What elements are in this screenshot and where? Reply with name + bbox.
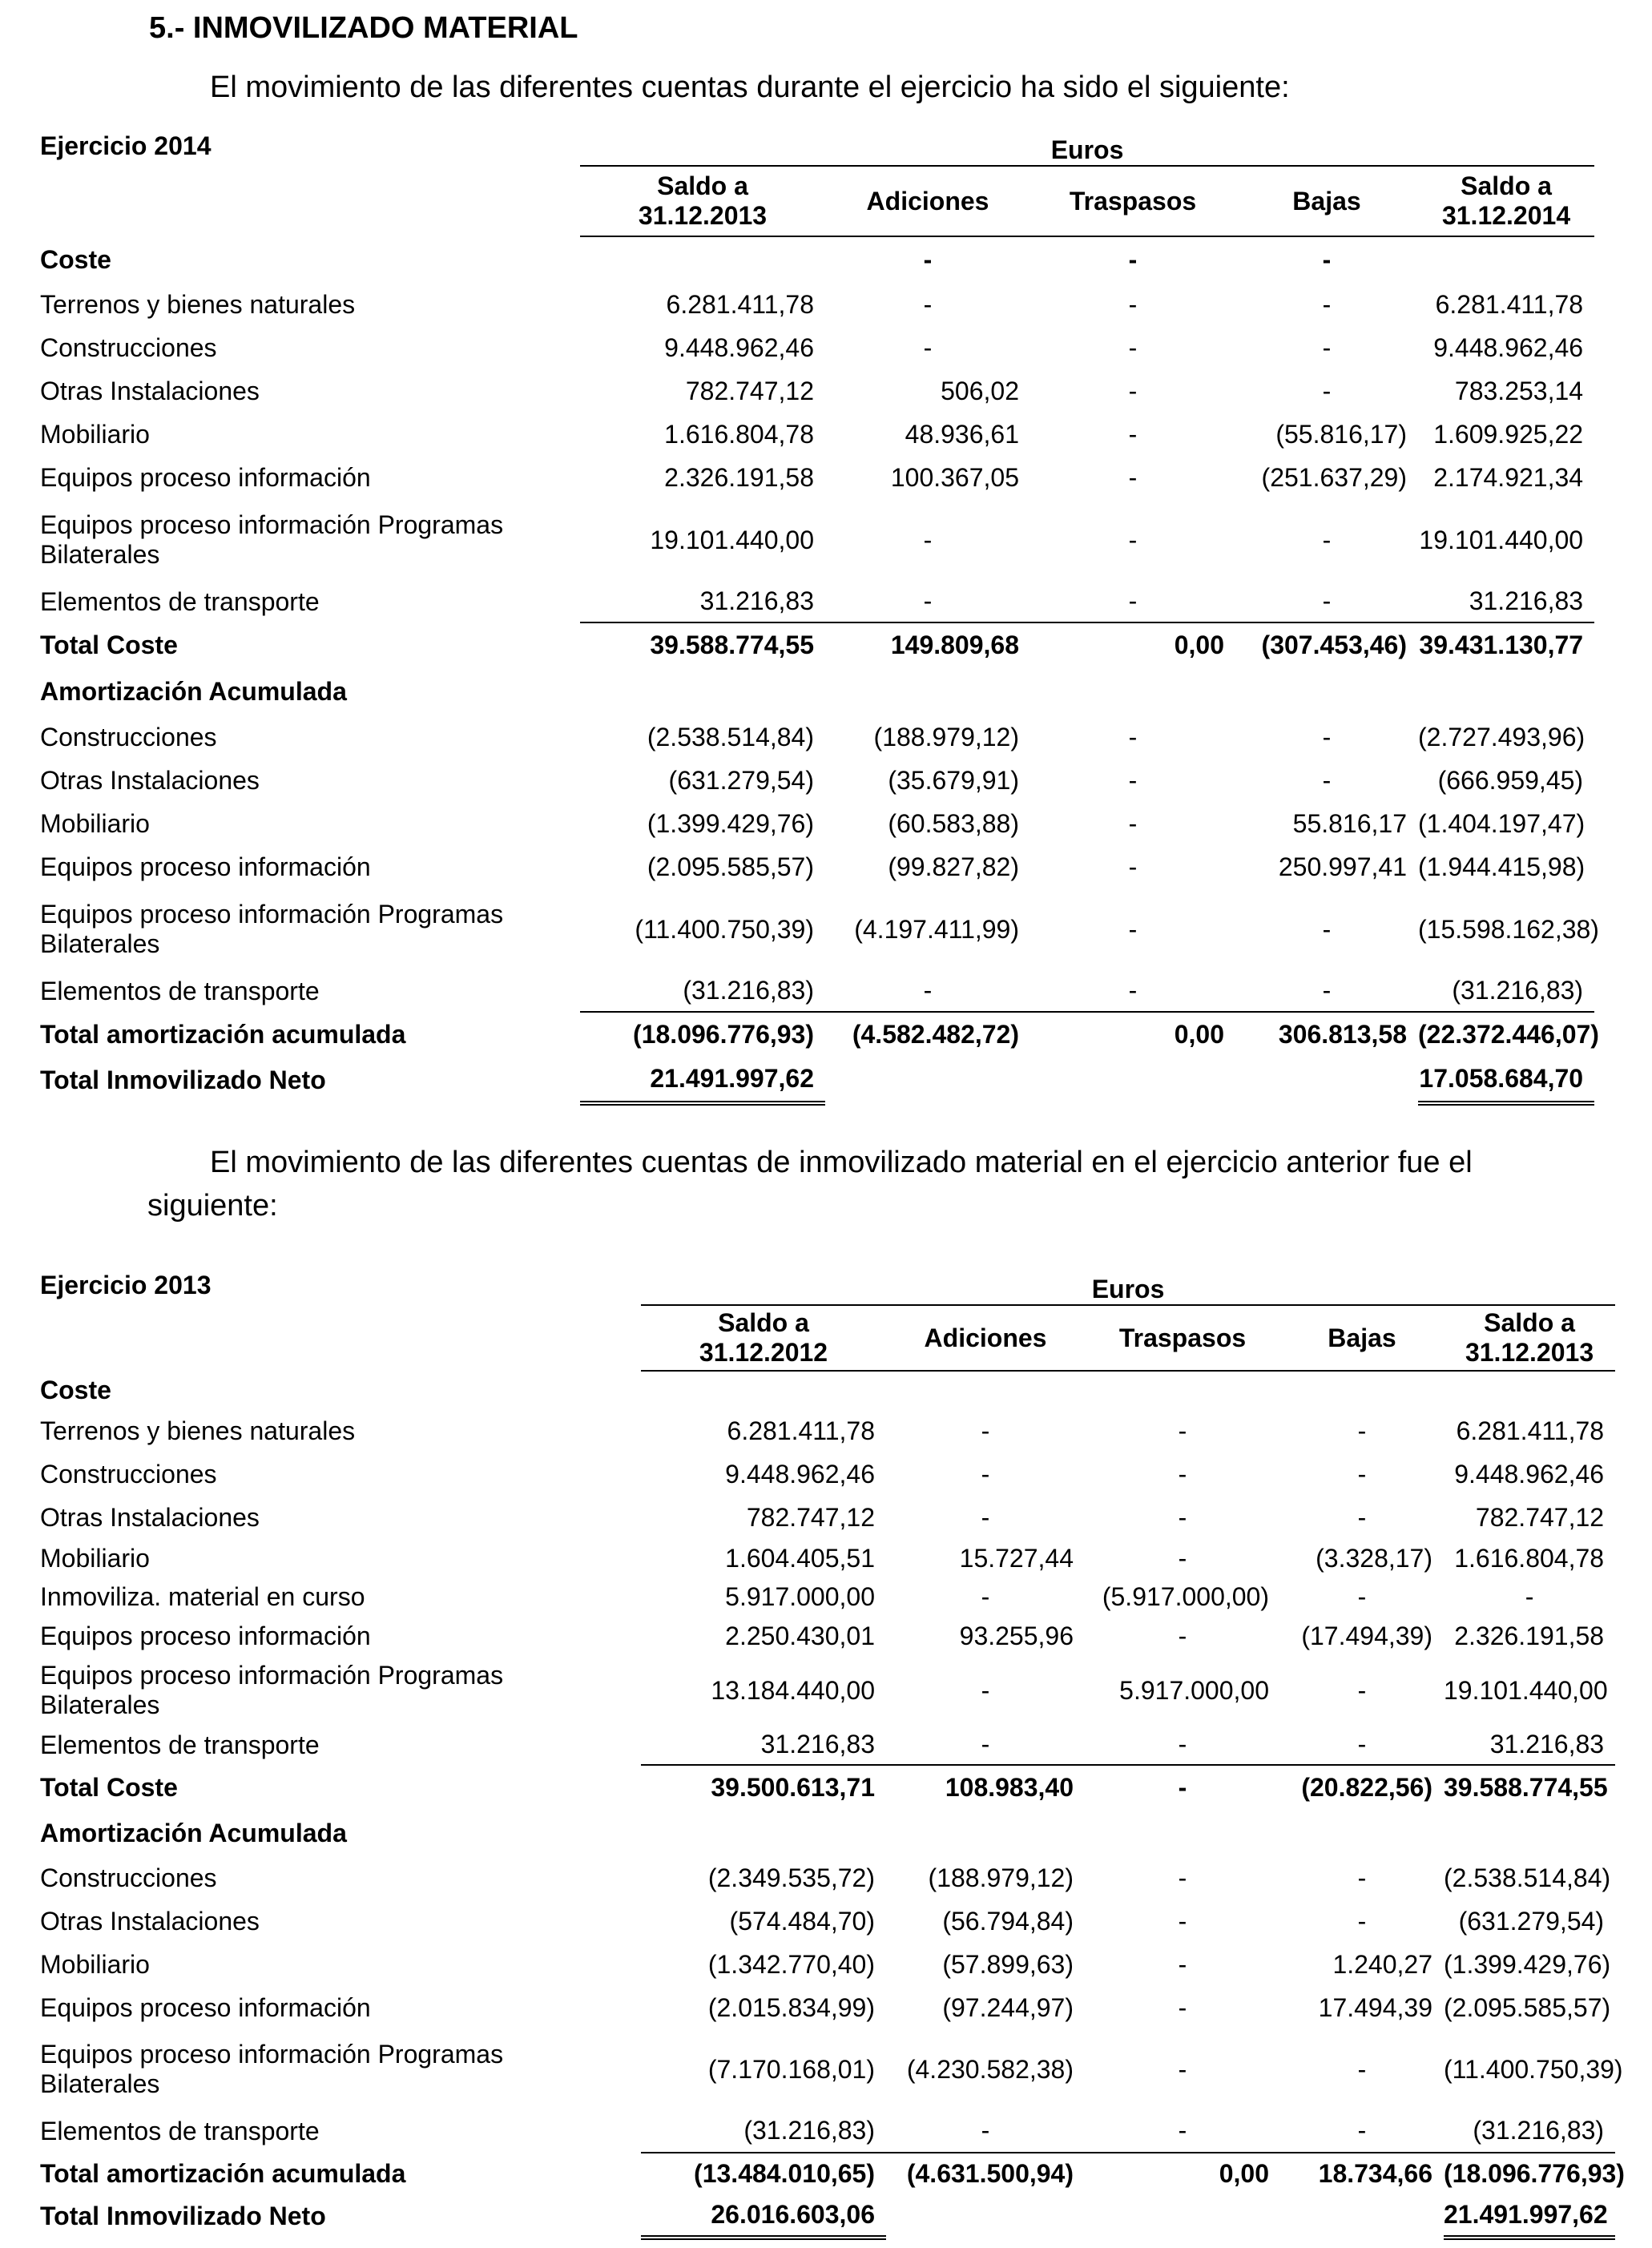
table-cell: - [1178, 2116, 1187, 2145]
table-row [40, 1057, 1594, 1103]
table-cell: - [1178, 1459, 1187, 1489]
table-cell: (4.582.482,72) [825, 1012, 1030, 1057]
row-label: Inmoviliza. material en curso [40, 1581, 365, 1611]
table-cell: (13.484.010,65) [641, 2153, 886, 2194]
table-cell [1418, 667, 1594, 715]
table-cell: 0,00 [1085, 2153, 1280, 2194]
table-cell: - [1128, 376, 1138, 405]
table-cell: - [1525, 1581, 1534, 1611]
table-cell: (99.827,82) [888, 852, 1019, 881]
table-cell [1418, 236, 1594, 283]
table-cell: - [1178, 1621, 1187, 1650]
table-cell [641, 1371, 886, 1409]
table-cell: (2.015.834,99) [707, 1992, 875, 2022]
col-header: Traspasos [1085, 1305, 1280, 1371]
table-cell: - [1357, 1581, 1367, 1611]
table-row [40, 1943, 1615, 1986]
table-cell: 93.255,96 [959, 1621, 1074, 1650]
table-cell: - [923, 976, 933, 1005]
table-row [40, 2029, 1615, 2109]
table-row [40, 1765, 1615, 1810]
row-label: Otras Instalaciones [40, 376, 260, 405]
table-cell: 1.240,27 [1332, 1949, 1432, 1979]
table-cell: (1.944.415,98) [1418, 852, 1586, 881]
table-cell [825, 1057, 1030, 1103]
table-cell [580, 667, 825, 715]
table-cell: - [1128, 462, 1138, 492]
table-cell: 21.491.997,62 [580, 1057, 825, 1103]
table-row [40, 1986, 1615, 2029]
table-cell: (1.404.197,47) [1418, 808, 1586, 838]
col-header: Saldo a 31.12.2013 [580, 166, 825, 236]
table-cell: 19.101.440,00 [650, 525, 814, 554]
table-cell: (188.979,12) [873, 722, 1019, 751]
table-cell: (22.372.446,07) [1418, 1012, 1594, 1057]
table-cell: (3.328,17) [1316, 1543, 1432, 1573]
table-cell: 783.253,14 [1454, 376, 1584, 405]
table-cell: 39.588.774,55 [580, 622, 825, 667]
table-row [40, 667, 1594, 715]
table-cell: - [1128, 245, 1138, 274]
row-label: Otras Instalaciones [40, 1502, 260, 1532]
table-row [40, 2153, 1615, 2194]
table-cell: (2.538.514,84) [647, 722, 814, 751]
table-cell: (4.197.411,99) [854, 914, 1019, 944]
table-cell: 782.747,12 [1475, 1502, 1605, 1532]
table-cell: (188.979,12) [928, 1863, 1074, 1892]
col-header: Bajas [1235, 166, 1418, 236]
row-label: Equipos proceso información Programas Bilaterales [40, 1661, 504, 1719]
table-cell: 5.917.000,00 [725, 1581, 875, 1611]
table-cell: - [923, 525, 933, 554]
table-row [40, 888, 1594, 970]
table-cell: - [981, 1502, 990, 1532]
table-cell: (307.453,46) [1235, 622, 1418, 667]
row-label: Coste [40, 1375, 111, 1404]
row-label: Otras Instalaciones [40, 1906, 260, 1936]
table-cell [1280, 1810, 1444, 1856]
table-row [40, 581, 1594, 622]
row-label: Construcciones [40, 1459, 217, 1489]
table-cell: 306.813,58 [1235, 1012, 1418, 1057]
euros-label: Euros [580, 133, 1594, 166]
table-cell: (18.096.776,93) [580, 1012, 825, 1057]
table-2014 [40, 133, 1599, 1106]
table-cell: (31.216,83) [1452, 976, 1584, 1005]
table-cell: - [1357, 1730, 1367, 1759]
table-cell: 17.058.684,70 [1418, 1057, 1594, 1103]
table-cell: - [981, 1459, 990, 1489]
row-label: Equipos proceso información [40, 1992, 371, 2022]
table-2014-body [40, 236, 1599, 1103]
table-row [40, 622, 1594, 667]
row-label: Coste [40, 244, 111, 274]
row-label: Amortización Acumulada [40, 676, 347, 706]
table-cell: 0,00 [1030, 1012, 1235, 1057]
table-cell: - [981, 1675, 990, 1705]
row-label: Construcciones [40, 332, 217, 362]
table-cell: - [1322, 914, 1332, 944]
col-header: Saldo a 31.12.2013 [1444, 1305, 1615, 1371]
table-cell: 2.250.430,01 [725, 1621, 875, 1650]
table-cell: - [981, 2116, 990, 2145]
table-row [40, 283, 1594, 326]
table-row [40, 236, 1594, 283]
table-cell: - [1128, 525, 1138, 554]
table-cell: (1.399.429,76) [1444, 1949, 1611, 1979]
table-cell: (2.095.585,57) [1444, 1992, 1611, 2022]
table-cell [886, 1810, 1085, 1856]
table-cell: - [981, 1730, 990, 1759]
table-cell: (35.679,91) [888, 765, 1019, 795]
row-label: Terrenos y bienes naturales [40, 1416, 356, 1445]
table-cell [886, 2194, 1085, 2238]
table-cell: (631.279,54) [1458, 1906, 1605, 1936]
table-row [40, 1577, 1615, 1616]
table-cell: (20.822,56) [1280, 1765, 1444, 1810]
table-row [40, 369, 1594, 413]
table-cell: 6.281.411,78 [1456, 1416, 1605, 1445]
table-cell: - [1357, 1675, 1367, 1705]
col-header: Bajas [1280, 1305, 1444, 1371]
col-header: Adiciones [886, 1305, 1085, 1371]
table-cell [1030, 667, 1235, 715]
table-cell: - [1128, 586, 1138, 615]
table-row [40, 1371, 1615, 1409]
table-cell: - [1322, 525, 1332, 554]
table-cell: (31.216,83) [683, 976, 814, 1005]
table-cell: (18.096.776,93) [1444, 2153, 1615, 2194]
table-cell: 9.448.962,46 [664, 332, 814, 362]
table-row [40, 2109, 1615, 2153]
table-cell: 1.609.925,22 [1433, 419, 1584, 449]
table-cell: - [1357, 2116, 1367, 2145]
row-label: Equipos proceso información Programas Bilaterales [40, 510, 504, 569]
table-cell: 1.616.804,78 [664, 419, 814, 449]
table-cell: (7.170.168,01) [707, 2054, 875, 2084]
table-row [40, 456, 1594, 499]
table-cell: (97.244,97) [942, 1992, 1074, 2022]
table-cell: - [1178, 1416, 1187, 1445]
row-label: Elementos de transporte [40, 586, 320, 616]
table-cell [886, 1371, 1085, 1409]
table-cell: 39.500.613,71 [641, 1765, 886, 1810]
table-cell: - [1128, 332, 1138, 362]
table-cell: (2.538.514,84) [1444, 1863, 1611, 1892]
col-header: Saldo a 31.12.2014 [1418, 166, 1594, 236]
table-row [40, 499, 1594, 581]
row-label: Terrenos y bienes naturales [40, 289, 356, 319]
table-cell: 31.216,83 [1469, 586, 1584, 615]
table-2014-title: Ejercicio 2014 [40, 131, 212, 160]
table-cell [1444, 1371, 1615, 1409]
table-cell: - [1357, 1863, 1367, 1892]
table-cell [580, 236, 825, 283]
table-2013-body [40, 1371, 1625, 2238]
table-cell: (17.494,39) [1301, 1621, 1432, 1650]
table-row [40, 1496, 1615, 1539]
table-cell: 6.281.411,78 [1435, 289, 1584, 319]
table-cell: 100.367,05 [890, 462, 1019, 492]
table-cell: 31.216,83 [760, 1730, 875, 1759]
table-cell: (2.349.535,72) [707, 1863, 875, 1892]
table-cell: (56.794,84) [942, 1906, 1074, 1936]
table-cell [1235, 667, 1418, 715]
table-cell: 1.604.405,51 [725, 1543, 875, 1573]
table-cell [1085, 1371, 1280, 1409]
table-cell: - [1128, 976, 1138, 1005]
table-cell: - [1357, 1459, 1367, 1489]
col-header: Traspasos [1030, 166, 1235, 236]
table-cell: - [1357, 1906, 1367, 1936]
table-cell: 506,02 [941, 376, 1019, 405]
table-cell: (574.484,70) [729, 1906, 875, 1936]
table-2013-title: Ejercicio 2013 [40, 1271, 212, 1299]
table-cell: - [1128, 852, 1138, 881]
table-row [40, 413, 1594, 456]
table-row [40, 970, 1594, 1012]
col-header: Saldo a 31.12.2012 [641, 1305, 886, 1371]
table-cell: - [923, 289, 933, 319]
row-label: Mobiliario [40, 1543, 150, 1573]
table-cell: - [1178, 1906, 1187, 1936]
table-cell [825, 667, 1030, 715]
table-cell: 6.281.411,78 [666, 289, 814, 319]
table-cell: - [1357, 1502, 1367, 1532]
table-cell: - [1322, 765, 1332, 795]
table-cell: - [1128, 914, 1138, 944]
table-cell: (2.727.493,96) [1418, 722, 1586, 751]
table-cell: - [1357, 2054, 1367, 2084]
row-label: Elementos de transporte [40, 1730, 320, 1759]
row-label: Total amortización acumulada [40, 1019, 406, 1049]
row-label: Total Inmovilizado Neto [40, 2201, 326, 2230]
table-cell: - [1322, 332, 1332, 362]
table-cell: (57.899,63) [942, 1949, 1074, 1979]
table-row [40, 2194, 1615, 2238]
table-cell: - [1322, 245, 1332, 274]
row-label: Mobiliario [40, 808, 150, 838]
intro-2013-line1: El movimiento de las diferentes cuentas de inmovilizado material en el ejercicio anterior fue el [210, 1146, 1473, 1179]
table-cell: (4.631.500,94) [886, 2153, 1085, 2194]
table-cell: - [1178, 1730, 1187, 1759]
table-cell: 55.816,17 [1292, 808, 1407, 838]
table-cell [641, 1810, 886, 1856]
row-label: Equipos proceso información Programas Bilaterales [40, 2040, 504, 2098]
table-cell: 782.747,12 [685, 376, 814, 405]
table-cell: 9.448.962,46 [1433, 332, 1584, 362]
table-cell: 1.616.804,78 [1454, 1543, 1605, 1573]
table-row [40, 802, 1594, 845]
row-label: Equipos proceso información [40, 852, 371, 881]
row-label: Otras Instalaciones [40, 765, 260, 795]
table-cell: - [923, 332, 933, 362]
table-cell: (60.583,88) [888, 808, 1019, 838]
table-cell [1085, 2194, 1280, 2238]
table-cell: 782.747,12 [746, 1502, 875, 1532]
table-cell: 18.734,66 [1280, 2153, 1444, 2194]
table-cell: - [981, 1416, 990, 1445]
table-row [40, 1656, 1615, 1725]
table-cell: - [981, 1581, 990, 1611]
table-cell: (11.400.750,39) [635, 914, 814, 944]
table-row [40, 759, 1594, 802]
table-cell: - [1322, 976, 1332, 1005]
table-cell: 9.448.962,46 [1454, 1459, 1605, 1489]
col-header: Adiciones [825, 166, 1030, 236]
table-cell: - [923, 586, 933, 615]
table-cell: - [1128, 419, 1138, 449]
row-label: Equipos proceso información [40, 1621, 371, 1650]
table-cell: - [1322, 289, 1332, 319]
table-cell: - [1178, 1949, 1187, 1979]
table-cell: 21.491.997,62 [1444, 2194, 1615, 2238]
row-label: Equipos proceso información [40, 462, 371, 492]
table-cell [1030, 1057, 1235, 1103]
section-title: 5.- INMOVILIZADO MATERIAL [149, 11, 578, 45]
table-row [40, 1616, 1615, 1656]
table-cell: (631.279,54) [668, 765, 814, 795]
row-label: Construcciones [40, 1863, 217, 1892]
table-row [40, 1856, 1615, 1900]
table-cell: 26.016.603,06 [641, 2194, 886, 2238]
table-cell [1235, 1057, 1418, 1103]
row-label: Elementos de transporte [40, 976, 320, 1005]
table-cell: - [1128, 289, 1138, 319]
table-cell: - [1128, 808, 1138, 838]
row-label: Total amortización acumulada [40, 2158, 406, 2188]
table-cell: (31.216,83) [1473, 2116, 1605, 2145]
table-row [40, 845, 1594, 888]
intro-2013-line2: siguiente: [147, 1189, 278, 1223]
table-cell: 17.494,39 [1318, 1992, 1432, 2022]
intro-2014: El movimiento de las diferentes cuentas durante el ejercicio ha sido el siguiente: [210, 71, 1290, 104]
table-cell: 6.281.411,78 [727, 1416, 875, 1445]
table-row [40, 1539, 1615, 1577]
table-row [40, 1900, 1615, 1943]
table-cell: - [1128, 722, 1138, 751]
table-cell: - [1178, 1863, 1187, 1892]
row-label: Elementos de transporte [40, 2116, 320, 2145]
table-row [40, 715, 1594, 759]
row-label: Mobiliario [40, 419, 150, 449]
table-cell: (15.598.162,38) [1418, 914, 1599, 944]
table-cell: - [1322, 586, 1332, 615]
table-cell: (1.342.770,40) [707, 1949, 875, 1979]
table-cell: 15.727,44 [959, 1543, 1074, 1573]
table-cell: (1.399.429,76) [647, 808, 814, 838]
table-cell: - [1085, 1765, 1280, 1810]
table-cell: - [923, 245, 933, 274]
table-cell: 48.936,61 [905, 419, 1019, 449]
row-label: Amortización Acumulada [40, 1818, 347, 1847]
row-label: Mobiliario [40, 1949, 150, 1979]
table-cell: - [1128, 765, 1138, 795]
table-cell: 39.431.130,77 [1418, 622, 1594, 667]
row-label: Total Coste [40, 630, 178, 659]
row-label: Equipos proceso información Programas Bilaterales [40, 900, 504, 958]
table-cell: 0,00 [1030, 622, 1235, 667]
table-cell [1085, 1810, 1280, 1856]
table-cell: - [1322, 722, 1332, 751]
row-label: Total Coste [40, 1772, 178, 1802]
table-cell: (2.095.585,57) [647, 852, 814, 881]
euros-label: Euros [641, 1272, 1615, 1305]
table-cell: 2.326.191,58 [664, 462, 814, 492]
table-row [40, 1452, 1615, 1496]
table-cell: - [1178, 1502, 1187, 1532]
table-row [40, 1012, 1594, 1057]
table-cell: - [1178, 2054, 1187, 2084]
table-row [40, 1725, 1615, 1765]
table-cell: - [1357, 1416, 1367, 1445]
table-cell: 31.216,83 [1489, 1730, 1605, 1759]
table-cell: 250.997,41 [1278, 852, 1407, 881]
table-cell: 39.588.774,55 [1444, 1765, 1615, 1810]
table-cell: 9.448.962,46 [725, 1459, 875, 1489]
row-label: Total Inmovilizado Neto [40, 1065, 326, 1094]
table-cell: 108.983,40 [886, 1765, 1085, 1810]
row-label: Construcciones [40, 722, 217, 751]
table-cell: (31.216,83) [743, 2116, 875, 2145]
table-cell [1444, 1810, 1615, 1856]
table-cell: (11.400.750,39) [1444, 2054, 1623, 2084]
table-cell [1280, 1371, 1444, 1409]
table-cell: 31.216,83 [699, 586, 814, 615]
table-cell: 5.917.000,00 [1119, 1675, 1269, 1705]
table-cell: 2.326.191,58 [1454, 1621, 1605, 1650]
table-cell: 19.101.440,00 [1419, 525, 1584, 554]
table-cell: (4.230.582,38) [906, 2054, 1074, 2084]
table-cell: (55.816,17) [1275, 419, 1407, 449]
table-cell: 13.184.440,00 [711, 1675, 875, 1705]
table-row [40, 1409, 1615, 1452]
table-cell: 149.809,68 [825, 622, 1030, 667]
table-cell [1280, 2194, 1444, 2238]
table-cell: 19.101.440,00 [1444, 1675, 1608, 1705]
table-2013 [40, 1272, 1625, 2240]
table-cell: (5.917.000,00) [1102, 1581, 1269, 1611]
table-cell: - [1322, 376, 1332, 405]
table-row [40, 1810, 1615, 1856]
table-cell: - [1178, 1992, 1187, 2022]
table-cell: (666.959,45) [1437, 765, 1584, 795]
table-cell: 2.174.921,34 [1433, 462, 1584, 492]
table-row [40, 326, 1594, 369]
table-cell: (251.637,29) [1261, 462, 1407, 492]
table-cell: - [1178, 1543, 1187, 1573]
